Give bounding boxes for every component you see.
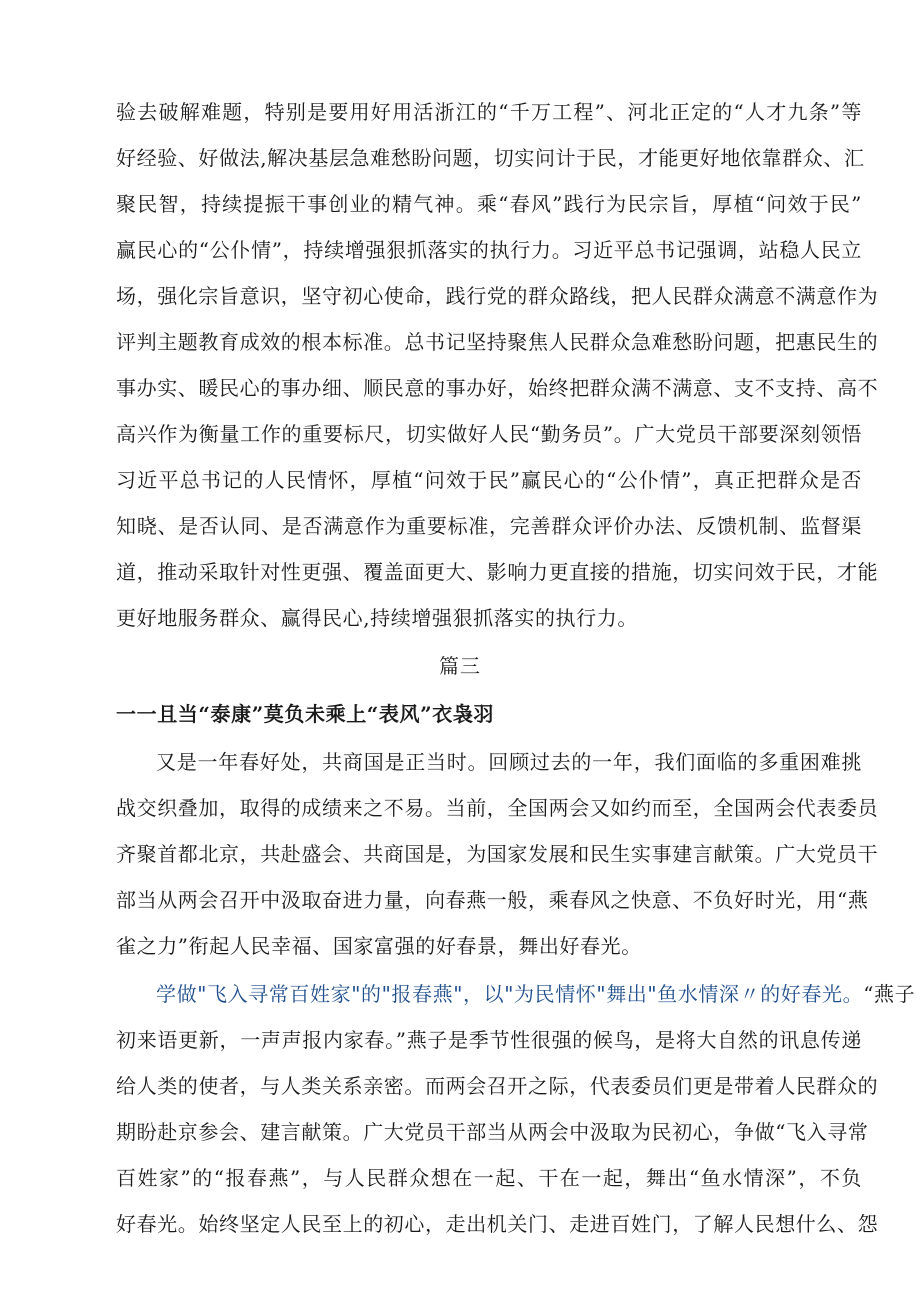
paragraph-1-line-2: 好经验、好做法,解决基层急难愁盼问题，切实问计于民，才能更好地依靠群众、汇 bbox=[116, 146, 865, 170]
paragraph-3-line-1-rest: “燕子 bbox=[863, 982, 916, 1006]
paragraph-3-line-5: 百姓家”的“报春燕”，与人民群众想在一起、干在一起，舞出“鱼水情深”，不负 bbox=[116, 1166, 862, 1190]
paragraph-3-line-3: 给人类的使者，与人类关系亲密。而两会召开之际，代表委员们更是带着人民群众的 bbox=[116, 1074, 879, 1098]
highlighted-heading-text: 学做"飞入寻常百姓家"的"报春燕"，以"为民情怀"舞出"鱼水情深〃的好春光。 bbox=[156, 982, 864, 1006]
paragraph-1-line-11: 道，推动采取针对性更强、覆盖面更大、影响力更直接的措施，切实问效于民，才能 bbox=[116, 560, 879, 584]
paragraph-1-line-3: 聚民智，持续提振干事创业的精气神。乘“春风”践行为民宗旨，厚植“问效于民” bbox=[116, 192, 862, 216]
paragraph-1-line-7: 事办实、暖民心的事办细、顺民意的事办好，始终把群众满不满意、支不支持、高不 bbox=[116, 376, 879, 400]
paragraph-2-line-1: 又是一年春好处，共商国是正当时。回顾过去的一年，我们面临的多重困难挑 bbox=[156, 750, 862, 774]
paragraph-2-line-3: 齐聚首都北京，共赴盛会、共商国是，为国家发展和民生实事建言献策。广大党员干 bbox=[116, 842, 879, 866]
paragraph-1-line-9: 习近平总书记的人民情怀，厚植“问效于民”赢民心的“公仆情”，真正把群众是否 bbox=[116, 468, 862, 492]
paragraph-3-line-4: 期盼赴京参会、建言献策。广大党员干部当从两会中汲取为民初心，争做“飞入寻常 bbox=[116, 1120, 869, 1144]
subheading: 一一且当“泰康”莫负未乘上“表风”衣袅羽 bbox=[116, 702, 495, 726]
paragraph-2-line-2: 战交织叠加，取得的成绩来之不易。当前，全国两会又如约而至，全国两会代表委员 bbox=[116, 796, 879, 820]
paragraph-1-line-5: 场，强化宗旨意识，坚守初心使命，践行党的群众路线，把人民群众满意不满意作为 bbox=[116, 284, 879, 308]
paragraph-2-line-4: 部当从两会召开中汲取奋进力量，向春燕一般，乘春风之快意、不负好时光，用“燕 bbox=[116, 888, 869, 912]
paragraph-1-line-1: 验去破解难题，特别是要用好用活浙江的“千万工程”、河北正定的“人才九条”等 bbox=[116, 100, 862, 124]
paragraph-1-line-8: 高兴作为衡量工作的重要标尺，切实做好人民“勤务员”。广大党员干部要深刻领悟 bbox=[116, 422, 862, 446]
paragraph-3-line-6: 好春光。始终坚定人民至上的初心，走出机关门、走进百姓门，了解人民想什么、怨 bbox=[116, 1212, 879, 1236]
paragraph-1-line-12: 更好地服务群众、赢得民心,持续增强狠抓落实的执行力。 bbox=[116, 606, 638, 630]
paragraph-2-line-5: 雀之力”衔起人民幸福、国家富强的好春景，舞出好春光。 bbox=[116, 934, 642, 958]
paragraph-3-line-1 bbox=[156, 980, 916, 1008]
section-title: 篇三 bbox=[439, 654, 481, 678]
paragraph-1-line-6: 评判主题教育成效的根本标准。总书记坚持聚焦人民群众急难愁盼问题，把惠民生的 bbox=[116, 330, 879, 354]
paragraph-1-line-10: 知晓、是否认同、是否满意作为重要标准，完善群众评价办法、反馈机制、监督渠 bbox=[116, 514, 862, 538]
paragraph-3-line-2: 初来语更新，一声声报内家春。”燕子是季节性很强的候鸟，是将大自然的讯息传递 bbox=[116, 1028, 862, 1052]
paragraph-1-line-4: 赢民心的“公仆情”，持续增强狠抓落实的执行力。习近平总书记强调，站稳人民立 bbox=[116, 238, 862, 262]
